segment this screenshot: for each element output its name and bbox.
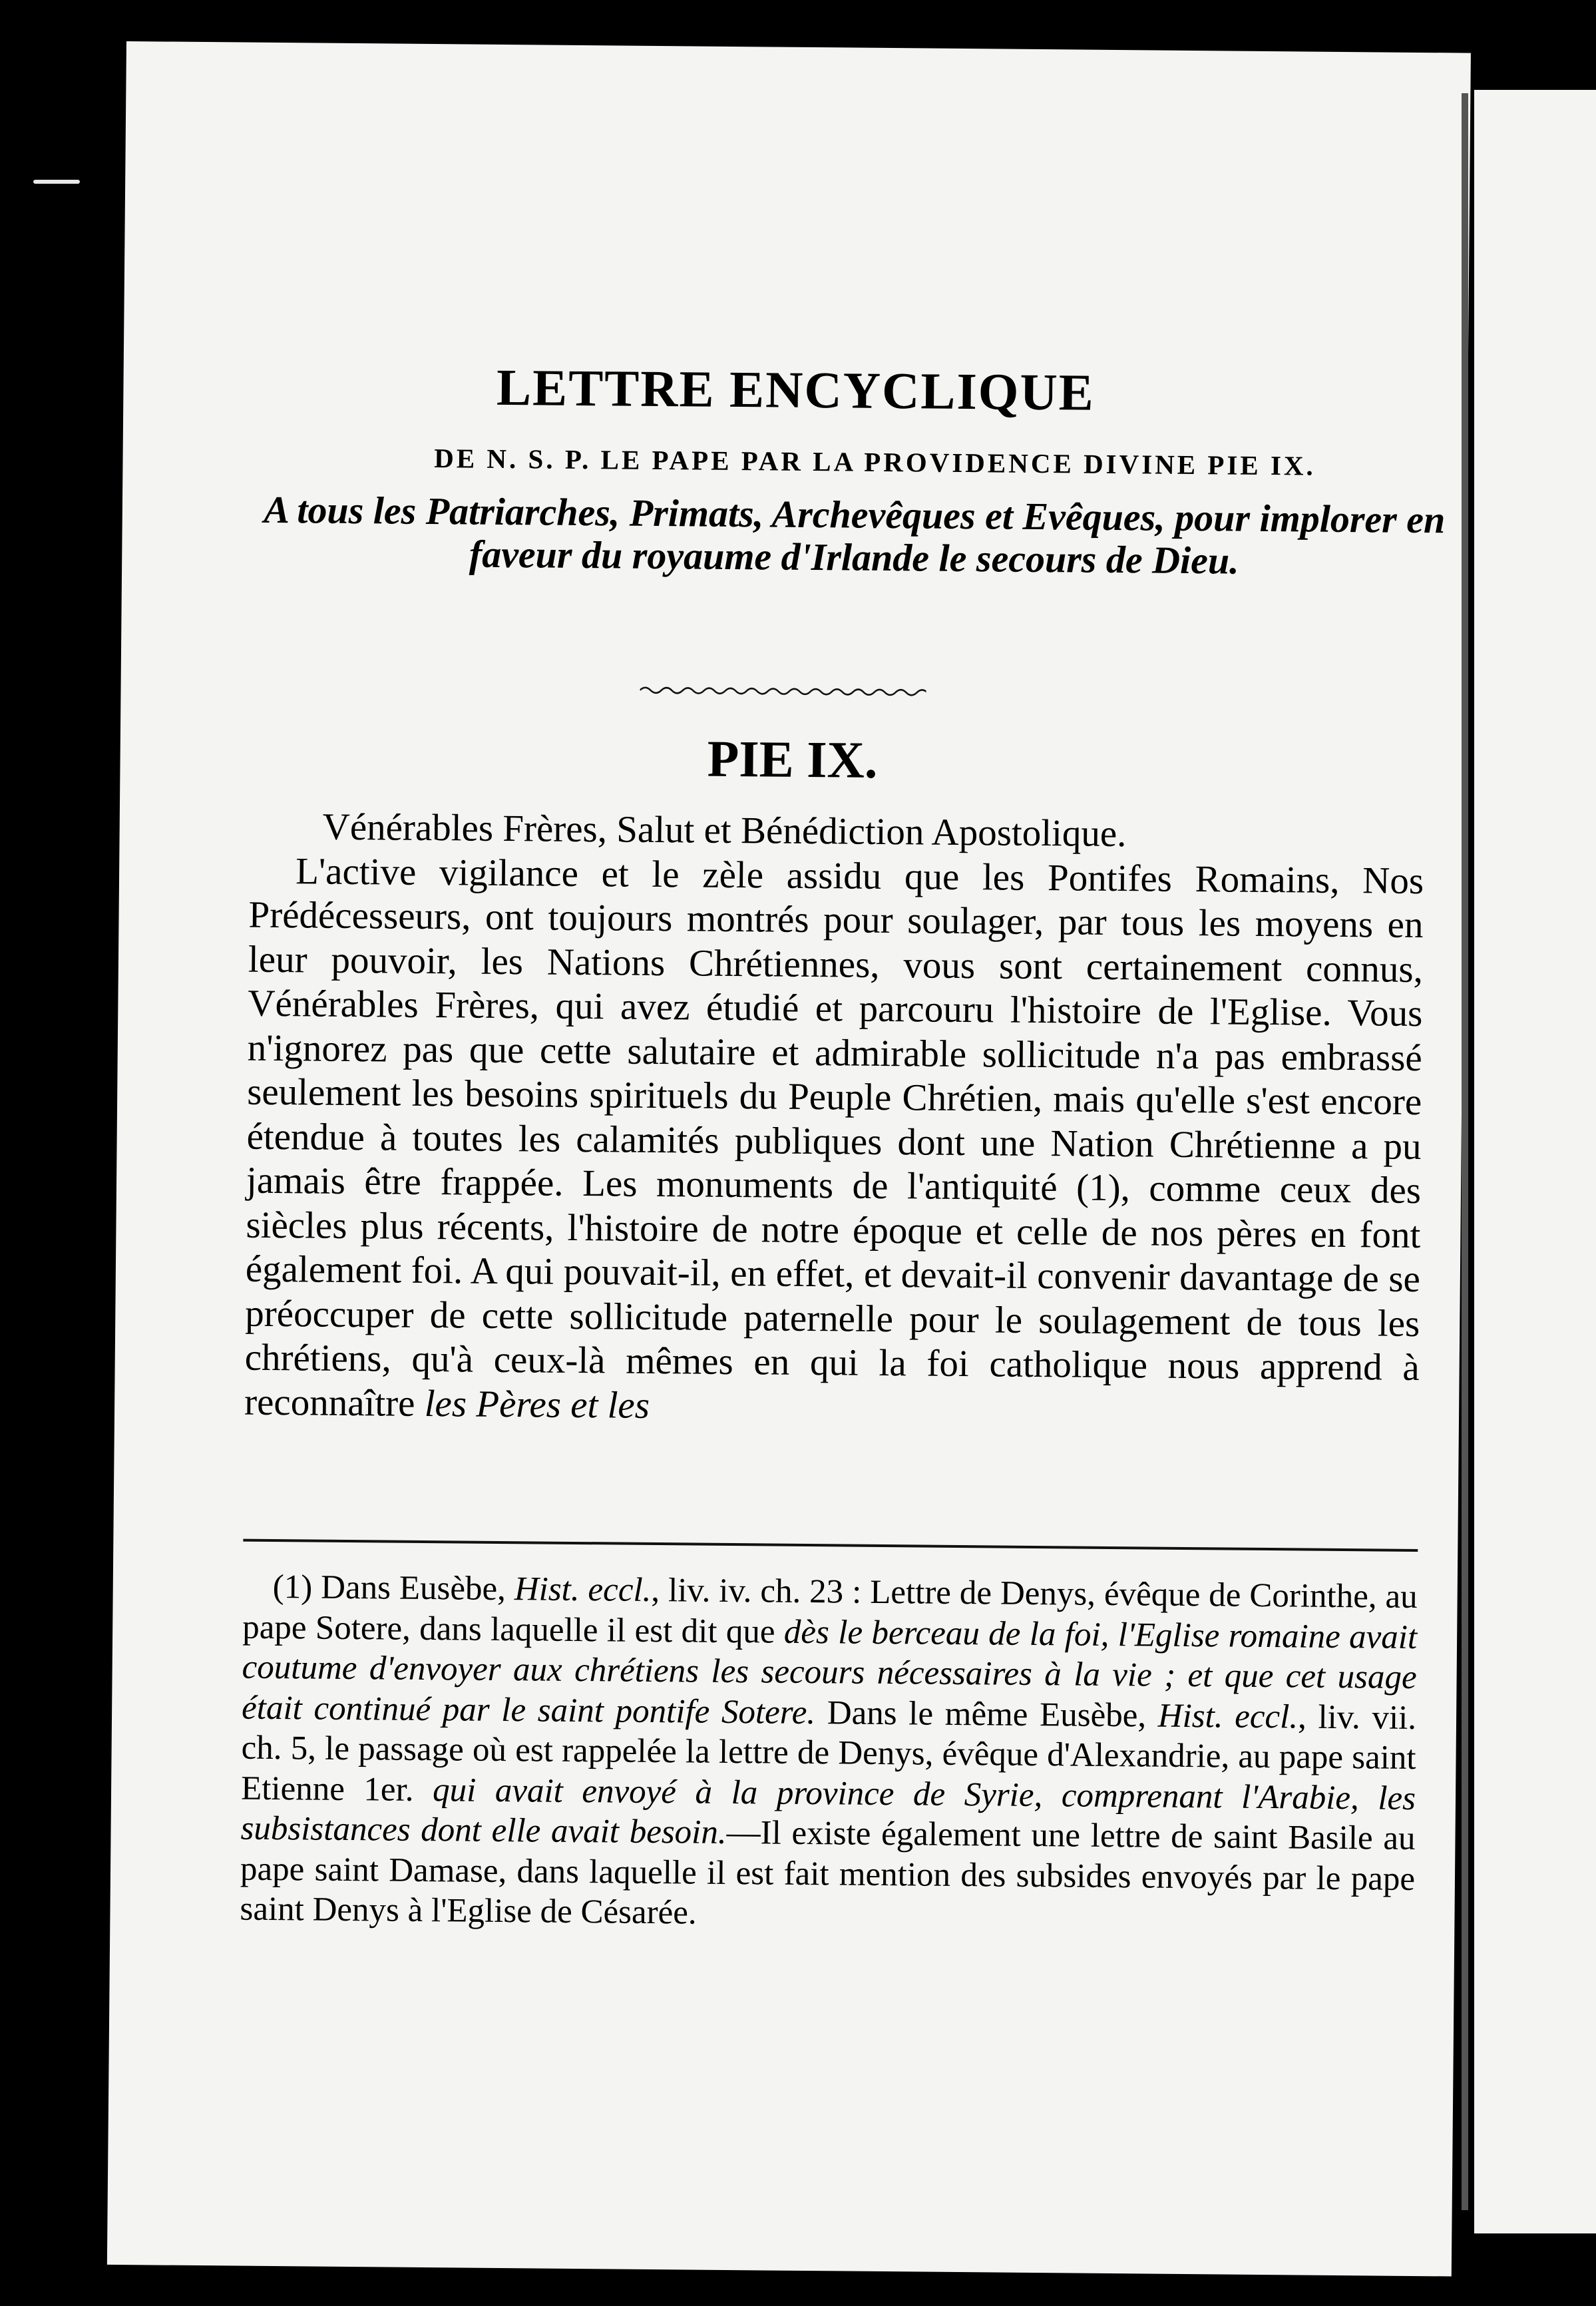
footnote-span: (1) Dans Eusèbe, [272,1568,515,1608]
paragraph-italic-tail: les Pères et les [424,1382,650,1427]
paragraph-text: L'active vigilance et le zèle assidu que les Pontifes Romains, Nos Prédécesseurs, ont toujours montrés pour soulager, par tous les moyens en leur pouvoir, les Nations Chrétiennes, vous sont certainement connus, Vénérables Frères, qui avez étudié et parcouru l'histoire de l'Eglise. Vous n'ignorez pas que cette salutaire et admirable sollicitude n'a pas embrassé seulement les besoins spirituels du Peuple Chrétien, mais qu'elle s'est encore étendue à toutes les calamités publiques dont une Nation Chrétienne a pu jamais être frappée. Les monuments de l'antiquité (1), comme ceux des siècles plus récents, l'histoire de notre époque et celle de nos pères en font également foi. A qui pouvait-il, en effet, et devait-il convenir davantage de se préoccuper de cette sollicitude paternelle pour le soulagement de tous les chrétiens, qu'à ceux-là mêmes en qui la foi catholique nous apprend à reconnaître [244,849,1424,1425]
salutation: Vénérables Frères, Salut et Bénédiction Apostolique. [322,806,1127,855]
address-line: A tous les Patriarches, Primats, Archevêques et Evêques, pour implorer en faveur du royaume d'Irlande le secours de Dieu. [264,487,1446,582]
footnote [240,1567,1418,1940]
footnote-italic: dès le berceau de la foi, l'Eglise romaine avait coutume d'envoyer aux chrétiens les secours nécessaires à la vie ; et que cet usage était continué par le saint pontife Sotere. [241,1613,1418,1731]
footnote-italic: qui avait envoyé à la province de Syrie, comprenant l'Arabie, les subsistances dont elle avait besoin. [240,1771,1416,1851]
footnote-span: —Il existe également une lettre de saint Basile au pape saint Damase, dans laquelle il est fait mention des subsides envoyés par le pape saint Denys à l'Eglise de Césarée. [240,1813,1416,1932]
footnote-span: Dans le même Eusèbe, [815,1694,1159,1735]
section-heading: PIE IX. [707,729,878,789]
ornamental-rule [640,685,926,701]
footnote-span: , liv. iv. ch. 23 : Lettre de Denys, évêque de Corinthe, au pape Sotere, dans laquelle il est dit que [242,1571,1418,1651]
adjacent-page [1474,90,1596,2233]
footnote-italic: Hist. eccl. [514,1570,652,1609]
page-edge [1462,93,1468,2210]
margin-mark [33,180,80,184]
page-subtitle: DE N. S. P. LE PAPE PAR LA PROVIDENCE DIVINE PIE IX. [434,443,1316,481]
footnote-italic: Hist. eccl. [1157,1697,1298,1735]
page-title: LETTRE ENCYCLIQUE [496,357,1096,421]
footnote-divider [243,1539,1418,1552]
main-text [244,805,1424,1435]
paragraph [244,849,1424,1435]
book-page [107,41,1471,2277]
footnote-text [240,1567,1418,1940]
footnote-span: , liv. vii. ch. 5, le passage où est rappelée la lettre de Denys, évêque d'Alexandrie, au pape saint Etienne 1er. [240,1698,1417,1809]
